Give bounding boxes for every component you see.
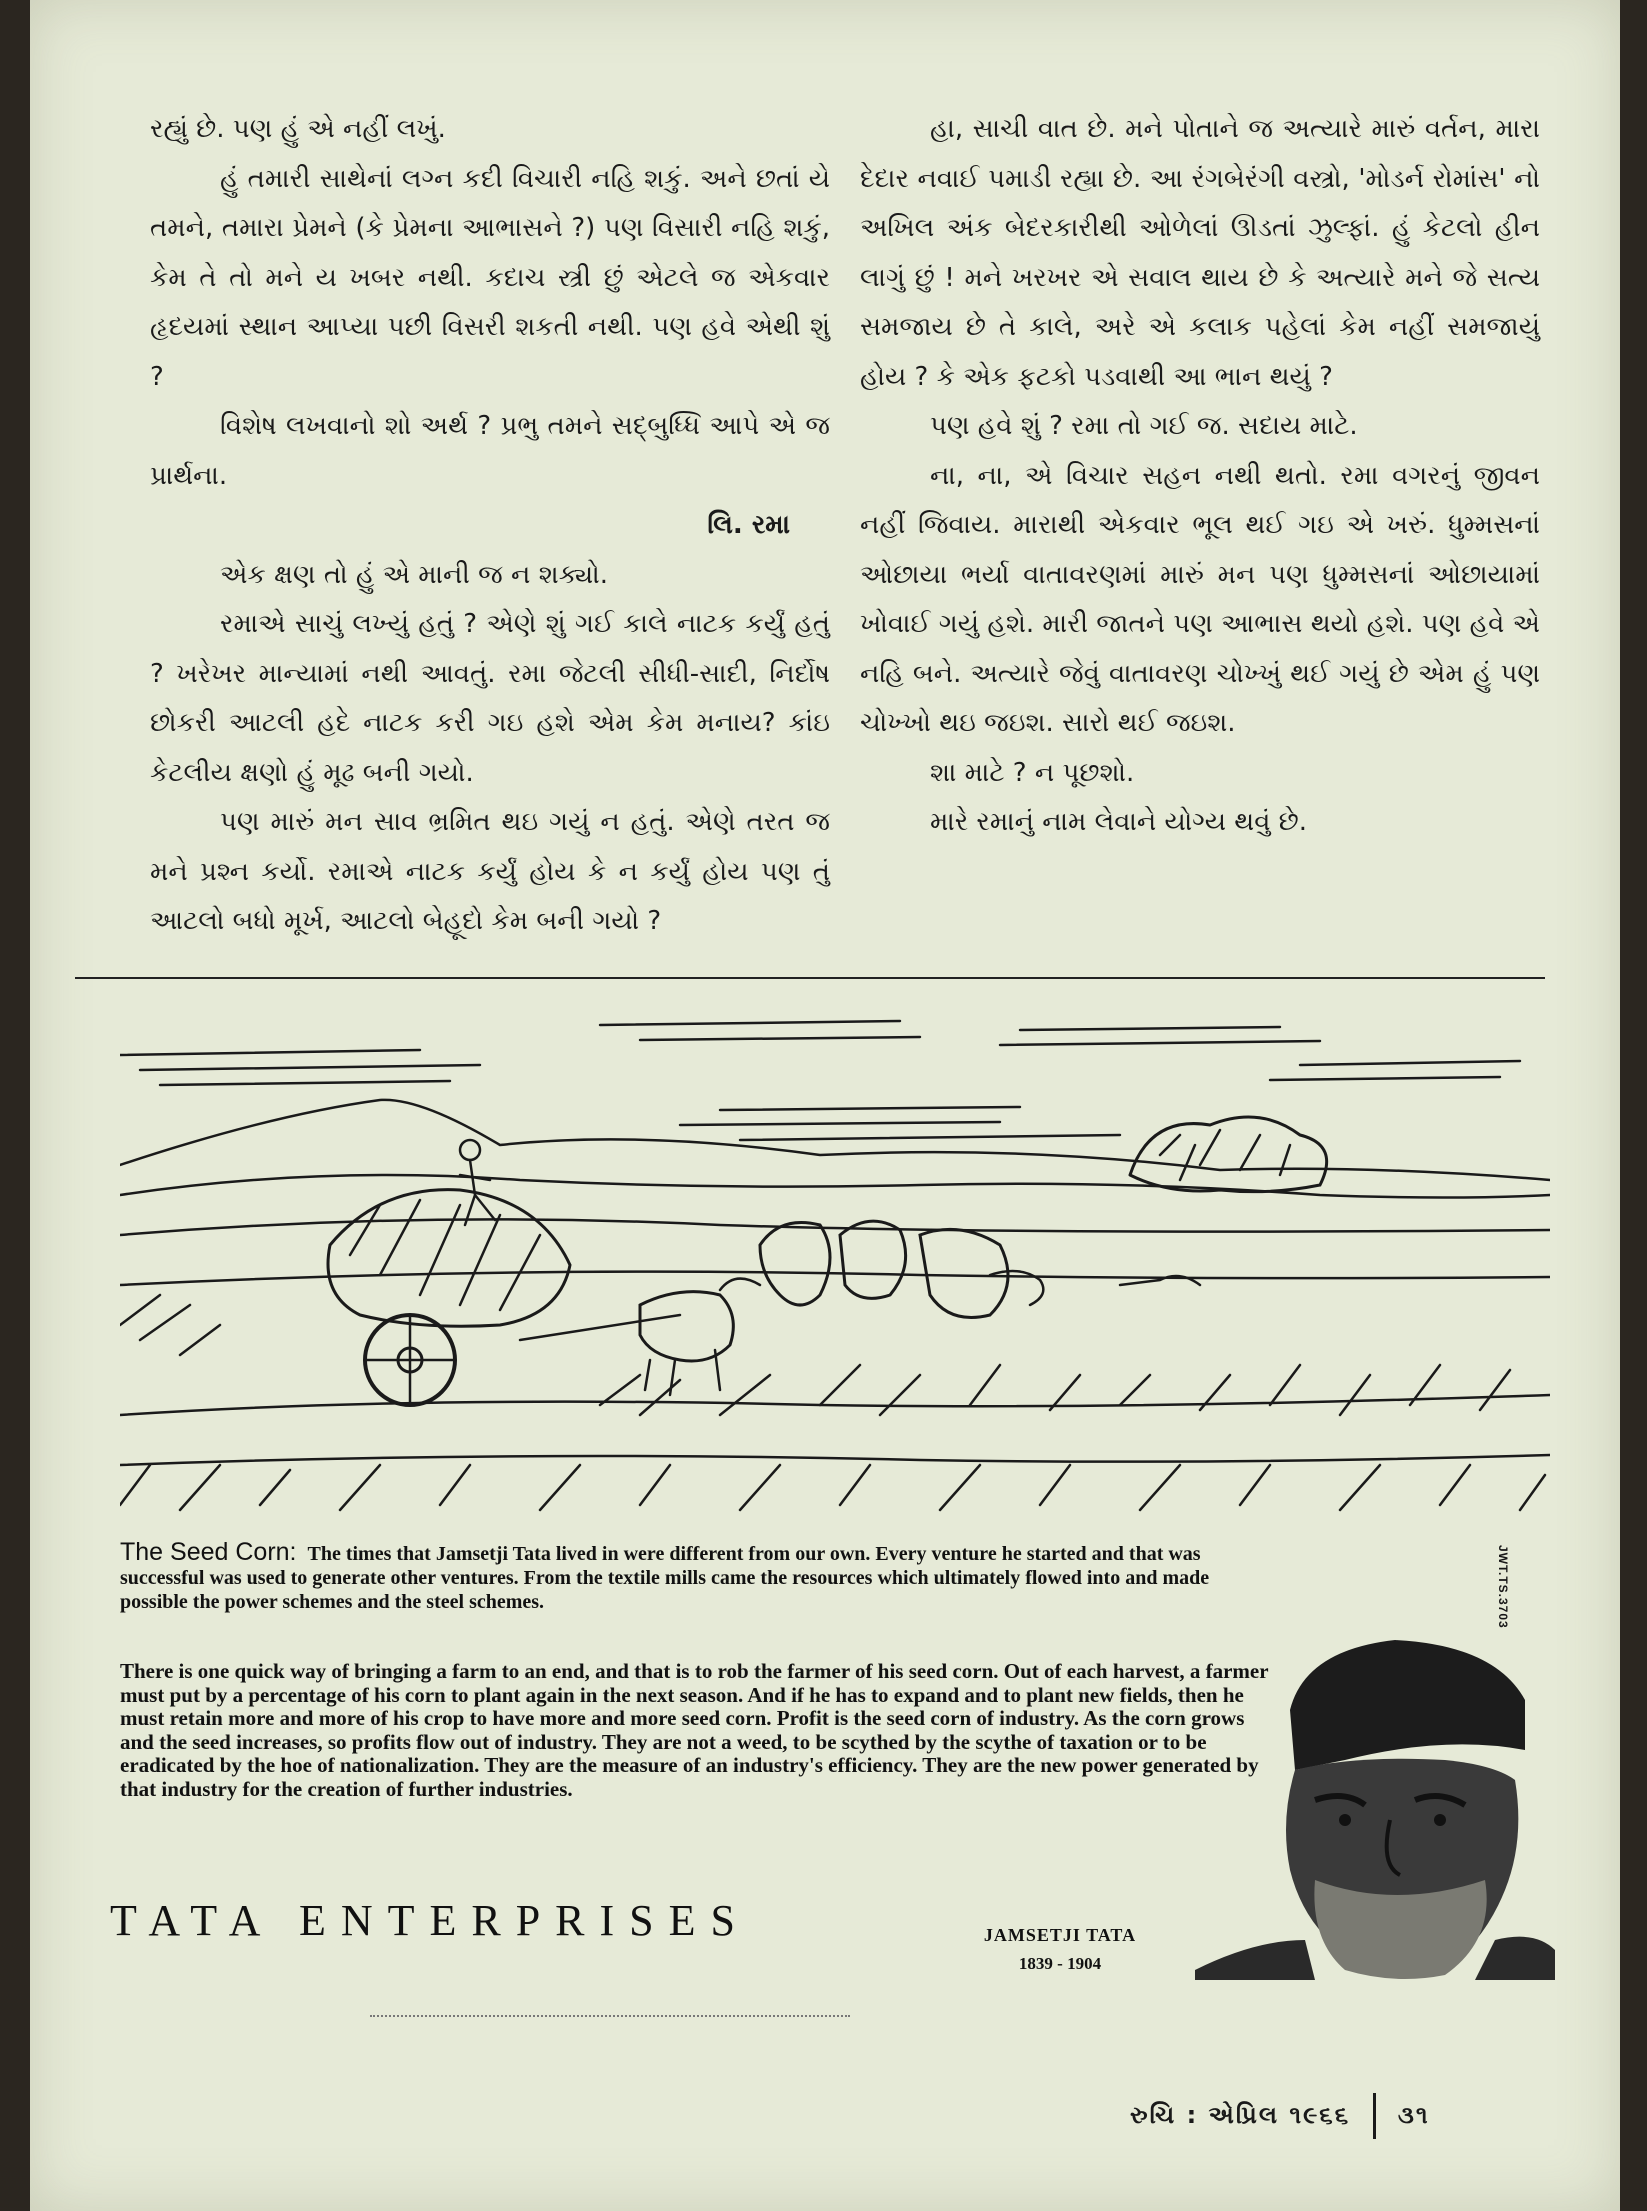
story-right-column: [860, 105, 1540, 848]
story-paragraph: શા માટે ? ન પૂછશો.: [930, 757, 1135, 788]
page-footer: [1130, 2093, 1430, 2139]
letter-signature: લિ. રમા: [707, 510, 790, 540]
story-paragraph: પણ હવે શું ? રમા તો ગઈ જ. સદાય માટે.: [930, 411, 1358, 441]
dotted-separator: [370, 2015, 850, 2017]
magazine-issue: રુચિ : એપ્રિલ ૧૯૬૬: [1130, 2101, 1351, 2129]
story-paragraph: વિશેષ લખવાનો શો અર્થ ? પ્રભુ તમને સદ્બુધ્ધિ આપે એ જ પ્રાર્થના.: [150, 411, 830, 491]
story-paragraph: ના, ના, એ વિચાર સહન નથી થતો. રમા વગરનું જીવન નહીં જિવાય. મારાથી એકવાર ભૂલ થઈ ગઇ એ ખરું. ધુમ્મસનાં ઓછાયા ભર્યા વાતાવરણમાં મારું મન પણ ધુમ્મસનાં ઓછાયામાં ખોવાઈ ગયું હશે. મારી જાતને પણ આભાસ થયો હશે. પણ હવે એ નહિ બને. અત્યારે જેવું વાતાવરણ ચોખ્ખું થઈ ગયું છે એમ હું પણ ચોખ્ખો થઇ જઇશ. સારો થઈ જઇશ.: [860, 460, 1540, 738]
story-paragraph: પણ મારું મન સાવ ભ્રમિત થઇ ગયું ન હતું. એણે તરત જ મને પ્રશ્ન કર્યો. રમાએ નાટક કર્યું હોય કે ન કર્યું હોય પણ તું આટલો બધો મૂર્ખ, આટલો બેહૂદો કેમ બની ગયો ?: [150, 807, 830, 936]
story-left-column: [150, 105, 830, 947]
footer-divider: [1373, 2093, 1376, 2139]
page-number: ૩૧: [1397, 2101, 1430, 2129]
story-paragraph: મારે રમાનું નામ લેવાને યોગ્ય થવું છે.: [930, 807, 1308, 837]
magazine-page: [30, 0, 1620, 2211]
portrait-caption: [960, 1925, 1160, 1974]
ad-paragraph-2: There is one quick way of bringing a farm to an end, and that is to rob the farmer of his seed corn. Out of each harvest, a farmer must put by a percentage of his corn to plant again in the next season. And if he has to expand and to plant new fields, then he must retain more and more of his crop to have more and more seed corn. Profit is the seed corn of industry. As the corn grows and the seed increases, so profits flow out of industry. They are not a weed, to be scythed by the scythe of taxation or to be eradicated by the hoe of nationalization. They are the measure of an industry's efficiency. They are the new power generated by that industry for the creation of further industries.: [120, 1659, 1269, 1801]
story-paragraph: રહ્યું છે. પણ હું એ નહીં લખું.: [150, 114, 446, 144]
section-divider: [75, 977, 1545, 979]
agency-code: JWT.TS.3703: [1496, 1545, 1510, 1629]
person-name: JAMSETJI TATA: [983, 1925, 1137, 1945]
story-paragraph: એક ક્ષણ તો હું એ માની જ ન શક્યો.: [220, 559, 608, 590]
ad-headline: The Seed Corn:: [120, 1538, 297, 1566]
ad-intro: [120, 1540, 1220, 1614]
farm-illustration: [120, 995, 1550, 1525]
portrait-image: [1195, 1640, 1555, 1980]
story-paragraph: હા, સાચી વાત છે. મને પોતાને જ અત્યારે મારું વર્તન, મારા દેદાર નવાઈ પમાડી રહ્યા છે. આ રંગબેરંગી વસ્ત્રો, 'મોડર્ન રોમાંસ' નો અખિલ અંક બેદરકારીથી ઓળેલાં ઊડતાં ઝુલ્ફાં. હું કેટલો હીન લાગું છું ! મને ખરખર એ સવાલ થાય છે કે અત્યારે મને જે સત્ય સમજાય છે તે કાલે, અરે એ કલાક પહેલાં કેમ નહીં સમજાયું હોય ? કે એક ફટકો પડવાથી આ ભાન થયું ?: [860, 114, 1540, 392]
story-paragraph: રમાએ સાચું લખ્યું હતું ? એણે શું ગઈ કાલે નાટક કર્યું હતું ? ખરેખર માન્યામાં નથી આવતું. રમા જેટલી સીધી-સાદી, નિર્દોષ છોકરી આટલી હદે નાટક કરી ગઇ હશે એમ કેમ મનાય? કાંઇ કેટલીય ક્ષણો હું મૂઢ બની ગયો.: [150, 609, 830, 788]
ad-paragraph-1: The times that Jamsetji Tata lived in were different from our own. Every venture he started and that was successful was used to generate other ventures. From the textile mills came the resources which ultimately flowed into and made possible the power schemes and the steel schemes.: [120, 1543, 1210, 1613]
person-years: 1839 - 1904: [1018, 1954, 1102, 1973]
story-paragraph: હું તમારી સાથેનાં લગ્ન કદી વિચારી નહિ શકું. અને છતાં યે તમને, તમારા પ્રેમને (કે પ્રેમના આભાસને ?) પણ વિસારી નહિ શકું, કેમ તે તો મને ય ખબર નથી. કદાચ સ્ત્રી છું એટલે જ એકવાર હૃદયમાં સ્થાન આપ્યા પછી વિસરી શકતી નથી. પણ હવે એથી શું ?: [150, 163, 830, 392]
brand-name: TATA ENTERPRISES: [110, 1896, 750, 1945]
